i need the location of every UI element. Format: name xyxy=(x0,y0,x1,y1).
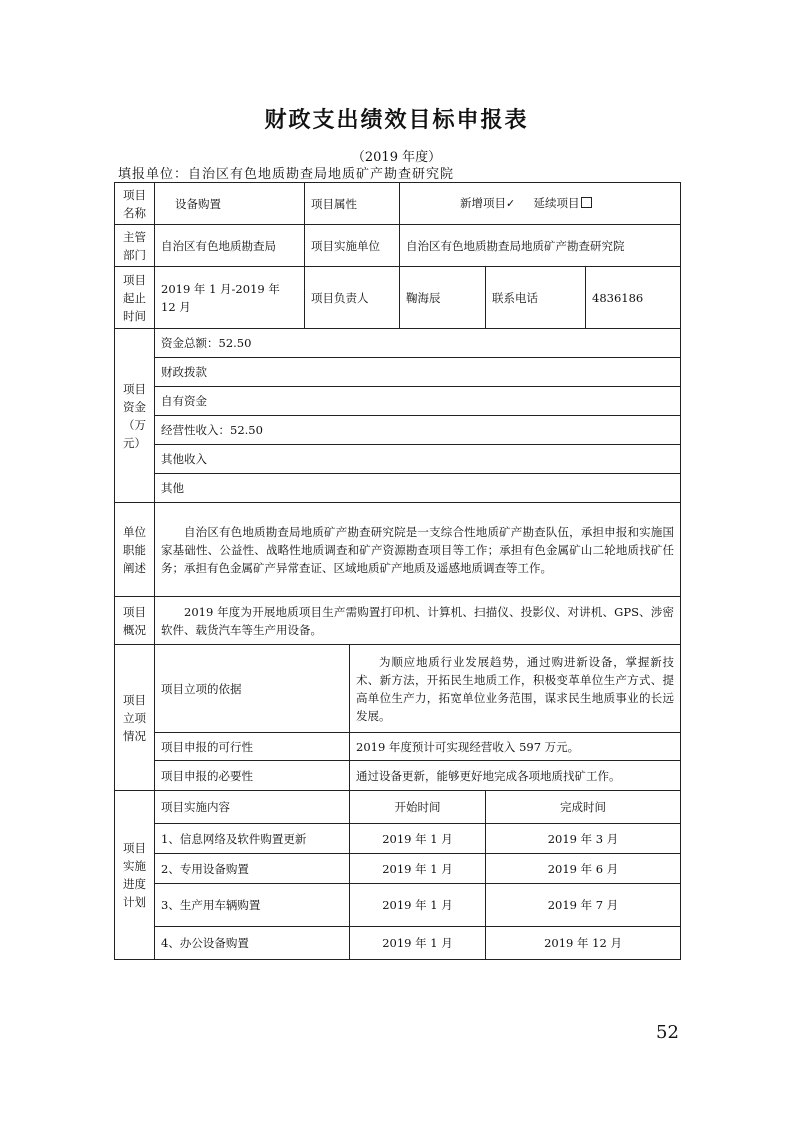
row-setup-necessity xyxy=(115,761,681,791)
unit-desc-text: 自治区有色地质勘查局地质矿产勘查研究院是一支综合性地质矿产勘查队伍，承担申报和实施国家基础性、公益性、战略性地质调查和矿产资源勘查项目等工作；承担有色金属矿山二轮地质找矿任务；承担有色金属矿产异常查证、区域地质矿产地质及遥感地质调查等工作。 xyxy=(155,503,681,597)
lead-label: 项目负责人 xyxy=(305,267,400,329)
new-project-label: 新增项目 xyxy=(460,196,506,210)
plan-item-content: 3、生产用车辆购置 xyxy=(155,884,350,927)
phone-value: 4836186 xyxy=(586,267,681,329)
funds-self: 自有资金 xyxy=(155,387,681,416)
row-plan-header xyxy=(115,791,681,824)
project-name-label: 项目名称 xyxy=(115,183,155,225)
plan-header-start: 开始时间 xyxy=(350,791,486,824)
setup-basis-text: 为顺应地质行业发展趋势，通过购进新设备，掌握新技术、新方法，开拓民生地质工作，积极变革单位生产方式、提高单位生产力，拓宽单位业务范围，谋求民生地质事业的长远发展。 xyxy=(350,645,681,733)
row-funds-operating xyxy=(115,416,681,445)
funds-label: 项目资金（万元） xyxy=(115,329,155,503)
reporting-unit: 填报单位：自治区有色地质勘查局地质矿产勘查研究院 xyxy=(118,167,455,182)
table-row xyxy=(115,927,681,960)
funds-total: 资金总额：52.50 xyxy=(155,329,681,358)
period-label: 项目起止时间 xyxy=(115,267,155,329)
page-title: 财政支出绩效目标申报表 xyxy=(264,107,529,133)
continued-project-label: 延续项目 xyxy=(533,196,580,210)
row-funds-total xyxy=(115,329,681,358)
table-row xyxy=(115,854,681,884)
impl-unit-label: 项目实施单位 xyxy=(305,225,400,267)
check-icon: ✓ xyxy=(506,197,516,210)
plan-item-content: 1、信息网络及软件购置更新 xyxy=(155,824,350,854)
plan-item-end: 2019 年 12 月 xyxy=(486,927,681,960)
plan-header-end: 完成时间 xyxy=(486,791,681,824)
phone-label: 联系电话 xyxy=(486,267,586,329)
impl-unit-value: 自治区有色地质勘查局地质矿产勘查研究院 xyxy=(400,225,681,267)
row-unit-description xyxy=(115,503,681,597)
plan-item-start: 2019 年 1 月 xyxy=(350,884,486,927)
row-period xyxy=(115,267,681,329)
project-attr-options xyxy=(400,183,681,225)
performance-form-table xyxy=(114,182,681,960)
table-row xyxy=(115,824,681,854)
setup-label: 项目立项情况 xyxy=(115,645,155,791)
plan-item-start: 2019 年 1 月 xyxy=(350,824,486,854)
row-funds-self xyxy=(115,387,681,416)
funds-other-income: 其他收入 xyxy=(155,445,681,474)
funds-other: 其他 xyxy=(155,474,681,503)
project-name-value: 设备购置 xyxy=(155,183,305,225)
row-setup-feasibility xyxy=(115,733,681,761)
setup-basis-label: 项目立项的依据 xyxy=(155,645,350,733)
funds-operating: 经营性收入：52.50 xyxy=(155,416,681,445)
necessity-text: 通过设备更新，能够更好地完成各项地质找矿工作。 xyxy=(350,761,681,791)
plan-item-end: 2019 年 7 月 xyxy=(486,884,681,927)
row-department xyxy=(115,225,681,267)
plan-item-content: 4、办公设备购置 xyxy=(155,927,350,960)
feasibility-label: 项目申报的可行性 xyxy=(155,733,350,761)
row-funds-fiscal xyxy=(115,358,681,387)
row-setup-basis xyxy=(115,645,681,733)
lead-value: 鞠海辰 xyxy=(400,267,486,329)
row-overview xyxy=(115,597,681,645)
plan-item-start: 2019 年 1 月 xyxy=(350,927,486,960)
funds-fiscal: 财政拨款 xyxy=(155,358,681,387)
plan-item-end: 2019 年 6 月 xyxy=(486,854,681,884)
checkbox-empty-icon xyxy=(581,197,592,208)
page-number: 52 xyxy=(656,1022,679,1043)
table-row xyxy=(115,884,681,927)
department-value: 自治区有色地质勘查局 xyxy=(155,225,305,267)
department-label: 主管部门 xyxy=(115,225,155,267)
overview-label: 项目概况 xyxy=(115,597,155,645)
overview-text: 2019 年度为开展地质项目生产需购置打印机、计算机、扫描仪、投影仪、对讲机、GPS、涉密软件、载货汽车等生产用设备。 xyxy=(155,597,681,645)
feasibility-text: 2019 年度预计可实现经营收入 597 万元。 xyxy=(350,733,681,761)
year-label: （2019 年度） xyxy=(351,150,442,165)
plan-header-content: 项目实施内容 xyxy=(155,791,350,824)
row-funds-other-income xyxy=(115,445,681,474)
period-value: 2019 年 1 月-2019 年 12 月 xyxy=(155,267,305,329)
row-project-name xyxy=(115,183,681,225)
plan-item-content: 2、专用设备购置 xyxy=(155,854,350,884)
unit-desc-label: 单位职能阐述 xyxy=(115,503,155,597)
project-attr-label: 项目属性 xyxy=(305,183,400,225)
plan-item-end: 2019 年 3 月 xyxy=(486,824,681,854)
necessity-label: 项目申报的必要性 xyxy=(155,761,350,791)
plan-label: 项目实施进度计划 xyxy=(115,791,155,960)
row-funds-other xyxy=(115,474,681,503)
plan-item-start: 2019 年 1 月 xyxy=(350,854,486,884)
